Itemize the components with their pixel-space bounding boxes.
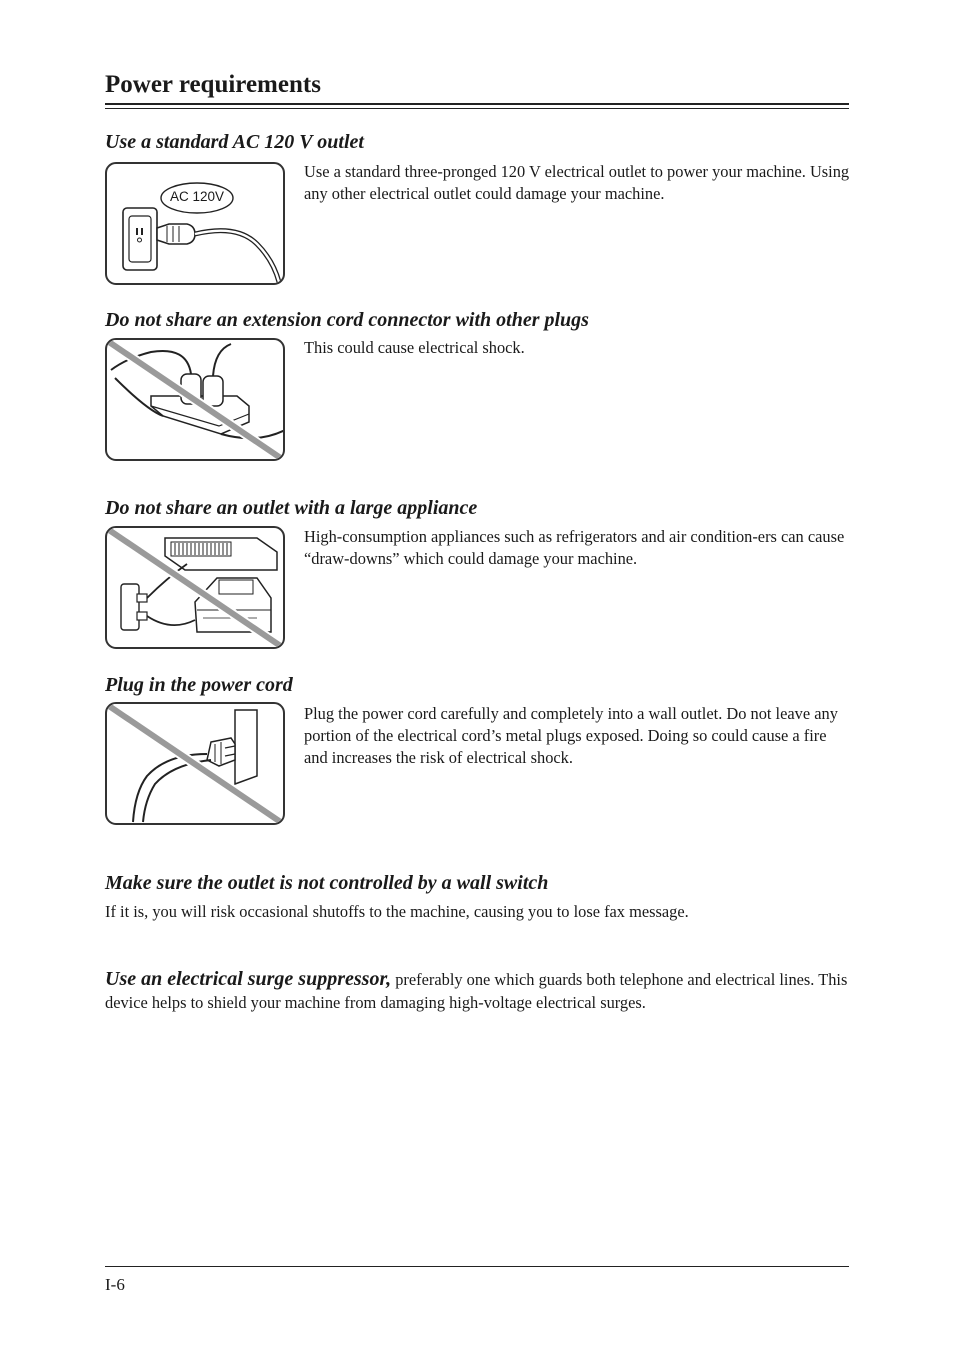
section-text-standard-outlet: Use a standard three-pronged 120 V electrical outlet to power your machine. Using any other electrical outlet could damage your machine. — [304, 162, 850, 203]
section-surge-suppressor — [105, 968, 853, 1014]
footer-rule — [105, 1266, 849, 1267]
section-text-extension-cord: This could cause electrical shock. — [304, 338, 525, 357]
section-heading-wall-switch: Make sure the outlet is not controlled by a wall switch — [105, 872, 549, 894]
plug-in-cord-illustration — [105, 702, 285, 825]
title-rule-thick — [105, 103, 849, 105]
surge-suppressor-text: preferably one which guards both telephone and electrical lines. This device helps to shield your machine from damaging high-voltage electrical surges. — [105, 970, 848, 1012]
section-heading-standard-outlet: Use a standard AC 120 V outlet — [105, 131, 364, 153]
extension-cord-illustration — [105, 338, 285, 461]
page-title: Power requirements — [105, 71, 321, 98]
section-heading-large-appliance: Do not share an outlet with a large appliance — [105, 497, 478, 519]
section-text-wall-switch: If it is, you will risk occasional shutoffs to the machine, causing you to lose fax message. — [105, 902, 689, 921]
illustration-label: AC 120V — [169, 189, 225, 204]
section-text-plug-in-cord: Plug the power cord carefully and completely into a wall outlet. Do not leave any portion of the electrical cord’s metal plugs exposed. Doing so could cause a fire and increases the risk of electrical shock. — [304, 704, 838, 767]
surge-suppressor-lead: Use an electrical surge suppressor, — [105, 968, 392, 990]
section-text-large-appliance: High-consumption appliances such as refrigerators and air condition-ers can cause “draw-downs” which could damage your machine. — [304, 527, 845, 568]
outlet-plug-illustration — [105, 162, 285, 285]
page-number: I-6 — [105, 1275, 125, 1294]
title-rule-thin — [105, 108, 849, 109]
large-appliance-illustration — [105, 526, 285, 649]
section-heading-plug-in-cord: Plug in the power cord — [105, 674, 293, 696]
section-heading-extension-cord: Do not share an extension cord connector with other plugs — [105, 309, 589, 331]
